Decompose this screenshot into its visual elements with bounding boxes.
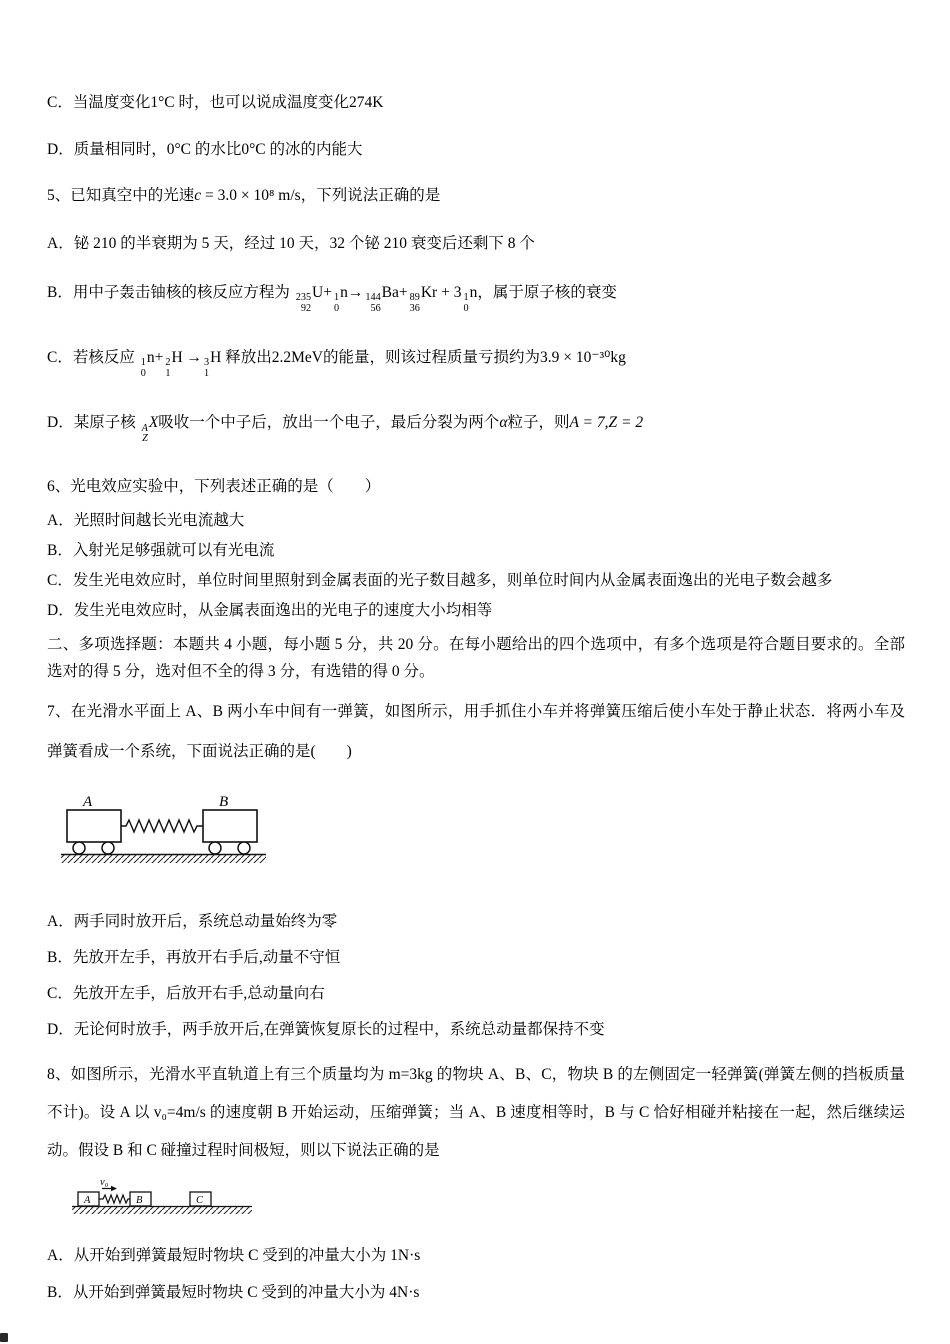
q6-option-d xyxy=(47,600,905,622)
q7-option-d xyxy=(47,1019,905,1041)
q6-option-a-text: A．光照时间越长光电流越大 xyxy=(47,512,245,530)
q7-option-d-text: D．无论何时放手，两手放开后,在弹簧恢复原长的过程中，系统总动量都保持不变 xyxy=(47,1021,605,1039)
q5-stem-post: ，下列说法正确的是 xyxy=(300,187,441,204)
q6-option-b xyxy=(47,540,905,562)
spring-coil xyxy=(121,820,203,832)
q7-option-b-text: B．先放开左手，再放开右手后,动量不守恒 xyxy=(47,949,341,967)
q7-option-b xyxy=(47,947,905,969)
q5-option-a xyxy=(47,233,905,255)
q6-stem xyxy=(47,476,905,498)
block-b-label: B xyxy=(136,1195,143,1207)
q8-figure-blocks-spring xyxy=(72,1174,905,1229)
option-prev-d-text: D．质量相同时，0°C 的水比0°C 的冰的内能大 xyxy=(47,141,363,158)
section-2-header-text: 二、多项选择题：本题共 4 小题，每小题 5 分，共 20 分。在每小题给出的四个选项中，有多个选项是符合题目要求的。全部选对的得 5 分，选对但不全的得 3 分，有选错的得 0 分。 xyxy=(47,636,905,680)
q8-option-a xyxy=(47,1245,905,1267)
q6-option-c-text: C．发生光电效应时，单位时间里照射到金属表面的光子数目越多，则单位时间内从金属表面逸出的光电子数会越多 xyxy=(47,572,833,590)
page-corner-mark xyxy=(0,1333,8,1342)
q5-option-d-result: A = 7,Z = 2 xyxy=(569,414,644,432)
q8-stem-text: 8、如图所示，光滑水平直轨道上有三个质量均为 m=3kg 的物块 A、B、C，物块 B 的左侧固定一轻弹簧(弹簧左侧的挡板质量不计)。设 A 以 v₀=4m/s 的速度朝 B 开始运动，压缩弹簧；当 A、B 速度相等时，B 与 C 恰好相碰并粘接在一起，然后继续运动。假设 B 和 C 碰撞过程时间极短，则以下说法正确的是 xyxy=(47,1066,905,1160)
q5-option-b-text: B．用中子轰击铀核的核反应方程为 xyxy=(47,284,294,301)
v0-arrow-head xyxy=(111,1186,117,1191)
q5-option-b xyxy=(47,282,905,315)
q8-option-b xyxy=(47,1282,905,1304)
q8-option-b-text: B．从开始到弹簧最短时物块 C 受到的冲量大小为 4N·s xyxy=(47,1284,420,1302)
q5-option-c xyxy=(47,347,905,380)
q6-option-d-text: D．发生光电效应时，从金属表面逸出的光电子的速度大小均相等 xyxy=(47,602,493,620)
q5-option-d xyxy=(47,412,905,445)
option-prev-c-text: C．当温度变化1°C 时，也可以说成温度变化274K xyxy=(47,94,384,111)
cart-a-body xyxy=(67,810,121,842)
q7-option-a-text: A．两手同时放开后，系统总动量始终为零 xyxy=(47,913,338,931)
q8-option-a-text: A．从开始到弹簧最短时物块 C 受到的冲量大小为 1N·s xyxy=(47,1247,421,1265)
mass-defect-value: 3.9 × 10⁻³⁰kg xyxy=(539,348,626,366)
cart-b-wheel-left xyxy=(209,842,221,854)
q7-option-c-text: C．先放开左手，后放开右手,总动量向右 xyxy=(47,985,325,1003)
ground-hatching xyxy=(61,855,266,863)
q6-stem-text: 6、光电效应实验中，下列表述正确的是（ ） xyxy=(47,478,381,496)
section-2-header xyxy=(47,632,905,685)
cart-a-label: A xyxy=(83,794,93,811)
fusion-equation: 1 0 n+ 2 1 H → 3 1 H xyxy=(140,348,226,379)
q7-option-a xyxy=(47,911,905,933)
v0-label: v₀ xyxy=(100,1177,109,1189)
q5-option-c-mid2: 的能量，则该过程质量亏损约为 xyxy=(322,348,540,366)
q5-option-d-text: D．某原子核 xyxy=(47,414,140,432)
q5-option-a-text: A．铋 210 的半衰期为 5 天，经过 10 天，32 个铋 210 衰变后还剩下 8 个 xyxy=(47,235,535,252)
energy-value: 2.2MeV xyxy=(271,348,323,366)
option-prev-d xyxy=(47,139,905,161)
q5-option-b-tail: ，属于原子核的衰变 xyxy=(477,284,617,301)
option-prev-c xyxy=(47,92,905,114)
uranium-fission-equation: 235 92 U+ 1 0 n→ 144 56 Ba+ 89 36 Kr + 3 1 0 n xyxy=(295,284,478,314)
q5-option-d-mid2: 粒子，则 xyxy=(507,414,570,432)
q5-stem-pre: 5、已知真空中的光速 xyxy=(47,187,195,204)
cart-a-wheel-right xyxy=(102,842,114,854)
alpha-symbol: α xyxy=(499,414,508,432)
cart-b-label: B xyxy=(219,794,229,811)
q6-option-c xyxy=(47,570,905,592)
cart-b-body xyxy=(203,810,257,842)
nucleus-x-symbol: A Z X xyxy=(141,414,159,445)
light-speed-variable: c xyxy=(194,187,202,204)
q8-figure-svg xyxy=(72,1174,252,1222)
q7-stem-text: 7、在光滑水平面上 A、B 两小车中间有一弹簧，如图所示，用手抓住小车并将弹簧压缩后使小车处于静止状态．将两小车及弹簧看成一个系统，下面说法正确的是( ) xyxy=(47,702,905,760)
q7-option-c xyxy=(47,983,905,1005)
block-a-label: A xyxy=(84,1195,91,1207)
q7-figure-carts-spring xyxy=(61,792,905,879)
q7-stem xyxy=(47,692,905,773)
track-hatching xyxy=(72,1207,252,1214)
cart-a-wheel-left xyxy=(73,842,85,854)
q5-option-d-mid: 吸收一个中子后，放出一个电子，最后分裂为两个 xyxy=(158,414,500,432)
cart-b-wheel-right xyxy=(238,842,250,854)
q7-figure-svg xyxy=(61,792,266,872)
q8-stem xyxy=(47,1056,905,1170)
block-c-label: C xyxy=(196,1195,204,1207)
light-speed-value: = 3.0 × 10⁸ m/s xyxy=(201,187,301,204)
q6-option-b-text: B．入射光足够强就可以有光电流 xyxy=(47,542,275,560)
q5-option-c-text: C．若核反应 xyxy=(47,348,139,366)
spring-coil-small xyxy=(99,1195,130,1203)
q5-option-c-mid1: 释放出 xyxy=(225,348,272,366)
q5-stem xyxy=(47,185,905,207)
q6-option-a xyxy=(47,510,905,532)
